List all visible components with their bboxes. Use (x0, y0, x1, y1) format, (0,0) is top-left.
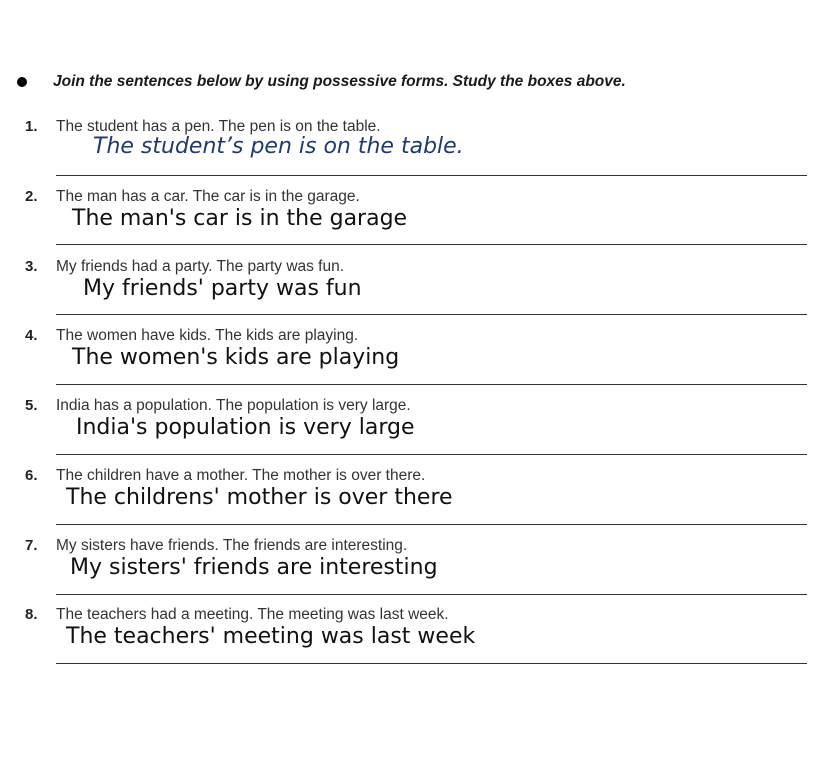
item-prompt: The man has a car. The car is in the garage. (56, 188, 360, 205)
item-answer[interactable]: The childrens' mother is over there (66, 485, 453, 510)
item-number: 6. (25, 467, 38, 484)
item-prompt: The women have kids. The kids are playing. (56, 327, 359, 344)
item-answer[interactable]: The man's car is in the garage (72, 206, 408, 231)
exercise-item-6 (0, 467, 832, 537)
exercise-item-7 (0, 537, 832, 607)
answer-line (56, 175, 807, 176)
item-number: 5. (25, 397, 38, 414)
answer-line (56, 384, 807, 385)
item-number: 8. (25, 606, 38, 623)
item-answer[interactable]: My sisters' friends are interesting (70, 555, 438, 580)
item-prompt: The children have a mother. The mother is over there. (56, 467, 426, 484)
answer-line (56, 454, 807, 455)
item-prompt: The student has a pen. The pen is on the table. (56, 118, 381, 135)
answer-line (56, 663, 807, 664)
item-prompt: My sisters have friends. The friends are interesting. (56, 537, 408, 554)
item-prompt: My friends had a party. The party was fun. (56, 258, 345, 275)
item-number: 2. (25, 188, 38, 205)
item-answer[interactable]: My friends' party was fun (83, 276, 362, 301)
answer-line (56, 524, 807, 525)
item-number: 3. (25, 258, 38, 275)
item-number: 7. (25, 537, 38, 554)
exercise-item-1 (0, 118, 832, 188)
exercise-item-8 (0, 606, 832, 676)
item-answer[interactable]: India's population is very large (76, 415, 415, 440)
exercise-item-5 (0, 397, 832, 467)
exercise-item-3 (0, 258, 832, 328)
exercise-item-4 (0, 327, 832, 397)
answer-line (56, 314, 807, 315)
instruction-text: Join the sentences below by using possessive forms. Study the boxes above. (53, 73, 626, 90)
item-answer[interactable]: The teachers' meeting was last week (66, 624, 476, 649)
answer-line (56, 594, 807, 595)
item-prompt: The teachers had a meeting. The meeting was last week. (56, 606, 449, 623)
item-answer[interactable]: The student’s pen is on the table. (93, 134, 464, 159)
exercise-item-2 (0, 188, 832, 258)
item-number: 1. (25, 118, 38, 135)
item-prompt: India has a population. The population is very large. (56, 397, 411, 414)
answer-line (56, 244, 807, 245)
item-number: 4. (25, 327, 38, 344)
bullet-icon (17, 77, 27, 87)
item-answer[interactable]: The women's kids are playing (72, 345, 400, 370)
instruction (17, 70, 817, 94)
